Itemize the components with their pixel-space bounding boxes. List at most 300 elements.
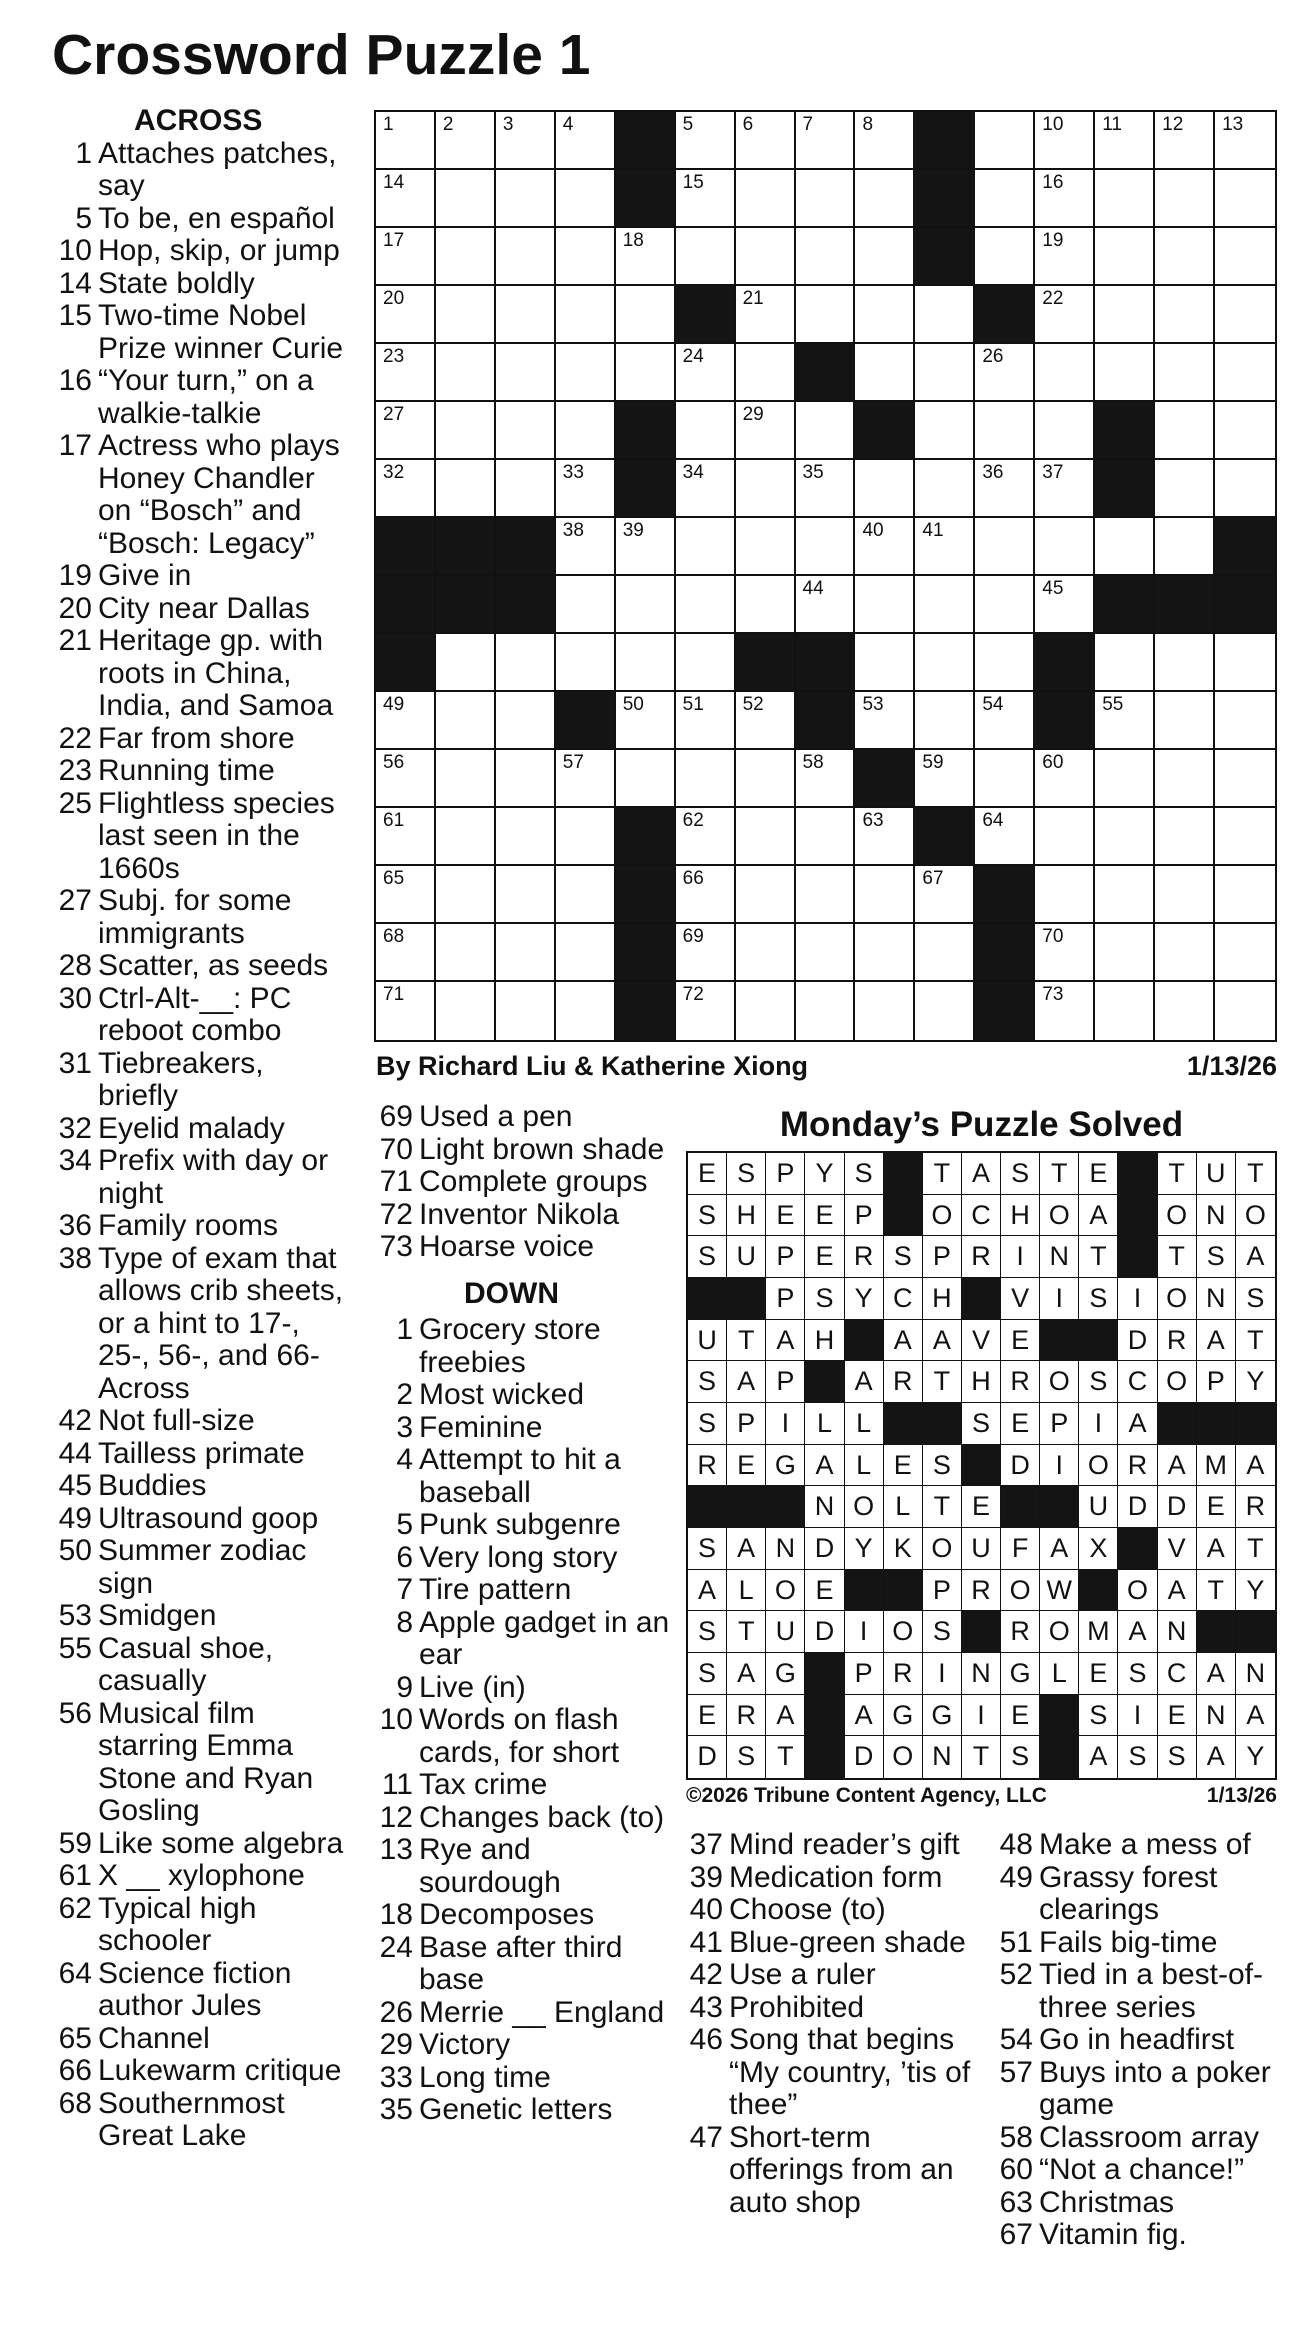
grid-cell[interactable] — [616, 286, 676, 344]
grid-cell[interactable] — [436, 924, 496, 982]
grid-cell[interactable] — [436, 170, 496, 228]
grid-cell[interactable] — [1215, 112, 1275, 170]
solution-letter: A — [1236, 1445, 1275, 1487]
grid-cell[interactable] — [736, 286, 796, 344]
solution-black-square — [688, 1486, 727, 1528]
grid-cell[interactable] — [676, 866, 736, 924]
grid-cell[interactable] — [676, 808, 736, 866]
grid-cell[interactable] — [616, 750, 676, 808]
grid-cell[interactable] — [376, 692, 436, 750]
grid-cell[interactable] — [915, 286, 975, 344]
grid-cell[interactable] — [556, 634, 616, 692]
grid-cell[interactable] — [1155, 692, 1215, 750]
across-clues — [0, 105, 350, 2153]
grid-cell[interactable] — [376, 344, 436, 402]
grid-cell[interactable] — [376, 808, 436, 866]
cell-number: 50 — [622, 694, 644, 715]
grid-cell[interactable] — [1215, 634, 1275, 692]
solution-letter: A — [845, 1361, 884, 1403]
grid-cell[interactable] — [436, 982, 496, 1040]
solution-letter: I — [1118, 1695, 1157, 1737]
grid-cell[interactable] — [915, 982, 975, 1040]
clue-text: Prohibited — [729, 1990, 865, 2024]
grid-cell[interactable] — [915, 634, 975, 692]
grid-cell[interactable] — [616, 692, 676, 750]
grid-cell[interactable] — [1215, 344, 1275, 402]
grid-cell[interactable] — [1215, 402, 1275, 460]
grid-cell[interactable] — [855, 344, 915, 402]
grid-cell[interactable] — [796, 286, 856, 344]
grid-cell[interactable] — [796, 982, 856, 1040]
solution-letter: O — [1040, 1361, 1079, 1403]
clue-number: 68 — [58, 2086, 92, 2120]
grid-cell[interactable] — [436, 750, 496, 808]
cell-number: 53 — [862, 694, 884, 715]
grid-cell[interactable] — [496, 170, 556, 228]
grid-cell[interactable] — [1095, 634, 1155, 692]
solution-letter: S — [1158, 1736, 1197, 1778]
grid-cell[interactable] — [496, 634, 556, 692]
solution-letter: P — [1040, 1403, 1079, 1445]
grid-cell[interactable] — [676, 170, 736, 228]
grid-cell[interactable] — [1155, 518, 1215, 576]
grid-cell[interactable] — [1035, 866, 1095, 924]
grid-cell[interactable] — [975, 750, 1035, 808]
grid-cell[interactable] — [796, 170, 856, 228]
grid-cell[interactable] — [915, 692, 975, 750]
clue-item — [372, 1199, 672, 1232]
solution-letter: U — [1197, 1153, 1236, 1195]
clue-item — [0, 138, 350, 203]
grid-cell[interactable] — [736, 750, 796, 808]
grid-black-square — [975, 924, 1035, 982]
grid-cell[interactable] — [855, 228, 915, 286]
grid-cell[interactable] — [1155, 808, 1215, 866]
grid-cell[interactable] — [1095, 750, 1155, 808]
grid-cell[interactable] — [915, 460, 975, 518]
solution-letter: K — [884, 1528, 923, 1570]
grid-cell[interactable] — [1035, 924, 1095, 982]
solution-letter: A — [1040, 1528, 1079, 1570]
grid-cell[interactable] — [975, 518, 1035, 576]
clue-text: Typical high schooler — [98, 1891, 257, 1957]
clue-item — [0, 560, 350, 593]
grid-cell[interactable] — [1035, 402, 1095, 460]
grid-cell[interactable] — [376, 286, 436, 344]
grid-cell[interactable] — [855, 518, 915, 576]
grid-cell[interactable] — [855, 286, 915, 344]
grid-cell[interactable] — [915, 344, 975, 402]
solution-grid — [686, 1151, 1277, 1780]
solution-black-square — [805, 1653, 844, 1695]
clue-number: 28 — [58, 949, 92, 982]
grid-cell[interactable] — [616, 228, 676, 286]
grid-cell[interactable] — [376, 170, 436, 228]
grid-cell[interactable] — [855, 866, 915, 924]
grid-cell[interactable] — [796, 866, 856, 924]
clue-item — [992, 2057, 1292, 2122]
grid-cell[interactable] — [676, 692, 736, 750]
grid-cell[interactable] — [436, 460, 496, 518]
grid-cell[interactable] — [915, 924, 975, 982]
grid-cell[interactable] — [556, 460, 616, 518]
clue-number: 14 — [58, 266, 92, 300]
grid-cell[interactable] — [436, 402, 496, 460]
grid-cell[interactable] — [496, 286, 556, 344]
solution-black-square — [962, 1278, 1001, 1320]
grid-cell[interactable] — [855, 808, 915, 866]
solution-black-square — [1040, 1695, 1079, 1737]
solution-letter: E — [884, 1445, 923, 1487]
grid-cell[interactable] — [676, 634, 736, 692]
clue-item — [682, 1862, 982, 1895]
solution-letter: S — [688, 1361, 727, 1403]
grid-black-square — [616, 924, 676, 982]
grid-cell[interactable] — [1035, 576, 1095, 634]
grid-cell[interactable] — [1215, 692, 1275, 750]
clue-item — [992, 2187, 1292, 2220]
grid-cell[interactable] — [1035, 286, 1095, 344]
grid-cell[interactable] — [736, 112, 796, 170]
grid-cell[interactable] — [1035, 750, 1095, 808]
clue-number: 20 — [58, 591, 92, 625]
grid-cell[interactable] — [796, 750, 856, 808]
solution-letter: S — [688, 1611, 727, 1653]
clue-item — [0, 723, 350, 756]
grid-cell[interactable] — [1035, 228, 1095, 286]
grid-cell[interactable] — [855, 460, 915, 518]
grid-cell[interactable] — [436, 344, 496, 402]
grid-cell[interactable] — [1155, 112, 1215, 170]
grid-cell[interactable] — [376, 750, 436, 808]
grid-cell[interactable] — [975, 692, 1035, 750]
grid-cell[interactable] — [496, 750, 556, 808]
grid-cell[interactable] — [975, 112, 1035, 170]
clue-number: 52 — [999, 1958, 1033, 1991]
clue-text: Not full-size — [98, 1404, 255, 1437]
grid-cell[interactable] — [1095, 518, 1155, 576]
grid-cell[interactable] — [1035, 518, 1095, 576]
solution-letter: A — [1118, 1611, 1157, 1653]
grid-cell[interactable] — [796, 576, 856, 634]
grid-cell[interactable] — [796, 402, 856, 460]
grid-cell[interactable] — [1035, 460, 1095, 518]
grid-cell[interactable] — [556, 112, 616, 170]
grid-cell[interactable] — [1095, 866, 1155, 924]
grid-cell[interactable] — [496, 866, 556, 924]
crossword-grid[interactable] — [374, 110, 1277, 1042]
solution-letter: N — [1197, 1195, 1236, 1237]
grid-cell[interactable] — [496, 692, 556, 750]
grid-cell[interactable] — [616, 576, 676, 634]
grid-cell[interactable] — [1095, 286, 1155, 344]
grid-cell[interactable] — [1155, 228, 1215, 286]
grid-cell[interactable] — [855, 982, 915, 1040]
grid-cell[interactable] — [376, 112, 436, 170]
grid-cell[interactable] — [676, 460, 736, 518]
grid-cell[interactable] — [915, 750, 975, 808]
grid-cell[interactable] — [376, 460, 436, 518]
grid-cell[interactable] — [1215, 228, 1275, 286]
grid-cell[interactable] — [736, 518, 796, 576]
clue-number: 7 — [396, 1573, 413, 1606]
grid-cell[interactable] — [1035, 344, 1095, 402]
grid-cell[interactable] — [616, 634, 676, 692]
grid-cell[interactable] — [975, 808, 1035, 866]
clue-text: Go in headfirst — [1039, 2023, 1235, 2056]
clue-text: Vitamin fig. — [1039, 2218, 1187, 2251]
grid-cell[interactable] — [556, 518, 616, 576]
solution-letter: O — [1158, 1195, 1197, 1237]
grid-cell[interactable] — [1035, 112, 1095, 170]
grid-cell[interactable] — [796, 228, 856, 286]
clue-number: 60 — [999, 2153, 1033, 2186]
grid-cell[interactable] — [1095, 170, 1155, 228]
solution-letter: E — [805, 1236, 844, 1278]
clue-number: 32 — [58, 1111, 92, 1145]
grid-cell[interactable] — [676, 402, 736, 460]
clue-number: 10 — [58, 234, 92, 267]
solution-letter: D — [805, 1528, 844, 1570]
grid-cell[interactable] — [496, 924, 556, 982]
grid-cell[interactable] — [1035, 982, 1095, 1040]
clue-item — [372, 1574, 672, 1607]
clue-item — [0, 2055, 350, 2088]
grid-cell[interactable] — [1215, 460, 1275, 518]
cell-number: 39 — [622, 520, 644, 541]
solution-letter: O — [1079, 1445, 1118, 1487]
grid-cell[interactable] — [496, 460, 556, 518]
grid-cell[interactable] — [736, 402, 796, 460]
grid-cell[interactable] — [1155, 866, 1215, 924]
grid-cell[interactable] — [1155, 634, 1215, 692]
grid-cell[interactable] — [1095, 344, 1155, 402]
clue-text: Casual shoe, casually — [98, 1631, 274, 1697]
clue-text: Make a mess of — [1039, 1828, 1251, 1861]
grid-cell[interactable] — [796, 924, 856, 982]
solution-letter: H — [805, 1320, 844, 1362]
grid-cell[interactable] — [676, 924, 736, 982]
grid-cell[interactable] — [556, 924, 616, 982]
solution-black-square — [1118, 1528, 1157, 1570]
clue-text: Christmas — [1039, 2185, 1175, 2219]
grid-cell[interactable] — [1155, 170, 1215, 228]
grid-cell[interactable] — [975, 344, 1035, 402]
grid-cell[interactable] — [1215, 808, 1275, 866]
solution-letter: Y — [1246, 1741, 1265, 1772]
grid-cell[interactable] — [1095, 982, 1155, 1040]
grid-cell[interactable] — [1215, 286, 1275, 344]
grid-cell[interactable] — [1215, 866, 1275, 924]
clue-number: 65 — [58, 2021, 92, 2055]
grid-cell[interactable] — [1215, 750, 1275, 808]
grid-cell[interactable] — [855, 170, 915, 228]
solution-letter: I — [1001, 1236, 1040, 1278]
solution-letter: N — [1197, 1278, 1236, 1320]
clue-number: 26 — [379, 1995, 413, 2029]
grid-cell[interactable] — [436, 286, 496, 344]
grid-cell[interactable] — [1155, 286, 1215, 344]
grid-cell[interactable] — [796, 808, 856, 866]
grid-cell[interactable] — [556, 982, 616, 1040]
grid-cell[interactable] — [1155, 924, 1215, 982]
solution-letter: N — [923, 1736, 962, 1778]
solution-letter: O — [1158, 1361, 1197, 1403]
clue-item — [0, 268, 350, 301]
grid-black-square — [915, 170, 975, 228]
grid-cell[interactable] — [736, 228, 796, 286]
cell-number: 72 — [682, 984, 704, 1005]
grid-cell[interactable] — [1095, 112, 1155, 170]
grid-cell[interactable] — [676, 576, 736, 634]
clue-number: 19 — [58, 559, 92, 592]
grid-cell[interactable] — [676, 112, 736, 170]
clue-number: 22 — [58, 721, 92, 755]
grid-cell[interactable] — [376, 402, 436, 460]
grid-cell[interactable] — [1215, 982, 1275, 1040]
cell-number: 38 — [562, 520, 584, 541]
grid-cell[interactable] — [496, 112, 556, 170]
grid-cell[interactable] — [676, 228, 736, 286]
grid-black-square — [855, 402, 915, 460]
grid-cell[interactable] — [556, 750, 616, 808]
solution-letter: A — [1197, 1736, 1236, 1778]
grid-cell[interactable] — [556, 866, 616, 924]
grid-cell[interactable] — [1095, 924, 1155, 982]
grid-cell[interactable] — [736, 344, 796, 402]
grid-cell[interactable] — [1155, 402, 1215, 460]
grid-cell[interactable] — [496, 982, 556, 1040]
grid-cell[interactable] — [556, 170, 616, 228]
grid-cell[interactable] — [855, 692, 915, 750]
grid-cell[interactable] — [436, 112, 496, 170]
grid-cell[interactable] — [855, 634, 915, 692]
grid-cell[interactable] — [796, 112, 856, 170]
cell-number: 56 — [383, 752, 405, 773]
grid-cell[interactable] — [1155, 344, 1215, 402]
clue-text: Musical film starring Emma Stone and Ryan Gosling — [98, 1696, 314, 1827]
grid-cell[interactable] — [975, 402, 1035, 460]
grid-cell[interactable] — [915, 402, 975, 460]
grid-cell[interactable] — [1035, 808, 1095, 866]
grid-cell[interactable] — [855, 112, 915, 170]
clue-text: Running time — [98, 754, 275, 787]
grid-cell[interactable] — [1095, 808, 1155, 866]
clue-item — [0, 1958, 350, 2023]
grid-cell[interactable] — [496, 228, 556, 286]
grid-cell[interactable] — [736, 692, 796, 750]
grid-cell[interactable] — [616, 518, 676, 576]
grid-cell[interactable] — [736, 924, 796, 982]
clue-number: 73 — [379, 1230, 413, 1263]
clue-text: Hoarse voice — [419, 1230, 595, 1263]
clue-item — [0, 755, 350, 788]
clue-text: Actress who plays Honey Chandler on “Bosch” and “Bosch: Legacy” — [98, 429, 340, 560]
grid-cell[interactable] — [496, 344, 556, 402]
grid-cell[interactable] — [616, 344, 676, 402]
solution-letter: O — [1040, 1611, 1079, 1653]
grid-cell[interactable] — [975, 460, 1035, 518]
clue-number: 4 — [396, 1443, 413, 1476]
clue-text: Give in — [98, 559, 192, 592]
grid-cell[interactable] — [556, 576, 616, 634]
grid-cell[interactable] — [436, 808, 496, 866]
grid-cell[interactable] — [855, 924, 915, 982]
grid-cell[interactable] — [915, 576, 975, 634]
clue-list — [992, 1829, 1292, 2252]
clue-text: Very long story — [419, 1540, 618, 1574]
solution-letter: R — [1158, 1320, 1197, 1362]
solution-letter: Y — [845, 1278, 884, 1320]
grid-cell[interactable] — [1095, 692, 1155, 750]
clue-item — [372, 1607, 672, 1672]
grid-cell[interactable] — [1035, 170, 1095, 228]
grid-cell[interactable] — [676, 518, 736, 576]
grid-cell[interactable] — [796, 518, 856, 576]
grid-cell[interactable] — [376, 228, 436, 286]
grid-cell[interactable] — [556, 808, 616, 866]
grid-cell[interactable] — [436, 634, 496, 692]
grid-cell[interactable] — [676, 750, 736, 808]
grid-cell[interactable] — [376, 866, 436, 924]
grid-cell[interactable] — [1215, 170, 1275, 228]
grid-cell[interactable] — [676, 982, 736, 1040]
grid-cell[interactable] — [915, 518, 975, 576]
grid-cell[interactable] — [496, 808, 556, 866]
grid-cell[interactable] — [736, 170, 796, 228]
grid-cell[interactable] — [1215, 924, 1275, 982]
grid-cell[interactable] — [855, 576, 915, 634]
grid-cell[interactable] — [736, 808, 796, 866]
solution-letter: E — [688, 1153, 727, 1195]
clue-text: Attempt to hit a baseball — [419, 1443, 621, 1509]
grid-cell[interactable] — [975, 170, 1035, 228]
grid-cell[interactable] — [736, 866, 796, 924]
grid-cell[interactable] — [736, 460, 796, 518]
grid-cell[interactable] — [556, 228, 616, 286]
grid-cell[interactable] — [556, 402, 616, 460]
grid-cell[interactable] — [1155, 982, 1215, 1040]
grid-cell[interactable] — [436, 692, 496, 750]
grid-cell[interactable] — [975, 228, 1035, 286]
clue-item — [0, 1145, 350, 1210]
grid-cell[interactable] — [1095, 228, 1155, 286]
grid-cell[interactable] — [676, 344, 736, 402]
grid-cell[interactable] — [975, 634, 1035, 692]
grid-cell[interactable] — [436, 228, 496, 286]
grid-cell[interactable] — [436, 866, 496, 924]
grid-cell[interactable] — [556, 286, 616, 344]
solution-letter: E — [805, 1195, 844, 1237]
grid-cell[interactable] — [1155, 750, 1215, 808]
grid-cell[interactable] — [376, 982, 436, 1040]
grid-cell[interactable] — [736, 982, 796, 1040]
grid-cell[interactable] — [975, 576, 1035, 634]
grid-cell[interactable] — [496, 402, 556, 460]
grid-cell[interactable] — [556, 344, 616, 402]
solution-black-square — [1001, 1486, 1040, 1528]
clue-text: Decomposes — [419, 1898, 595, 1931]
clue-text: Scatter, as seeds — [98, 949, 329, 982]
solution-letter: R — [1001, 1361, 1040, 1403]
grid-cell[interactable] — [736, 576, 796, 634]
grid-black-square — [975, 286, 1035, 344]
grid-cell[interactable] — [376, 924, 436, 982]
grid-cell[interactable] — [1155, 460, 1215, 518]
grid-cell[interactable] — [915, 866, 975, 924]
grid-cell[interactable] — [796, 460, 856, 518]
clue-text: Complete groups — [419, 1165, 648, 1198]
